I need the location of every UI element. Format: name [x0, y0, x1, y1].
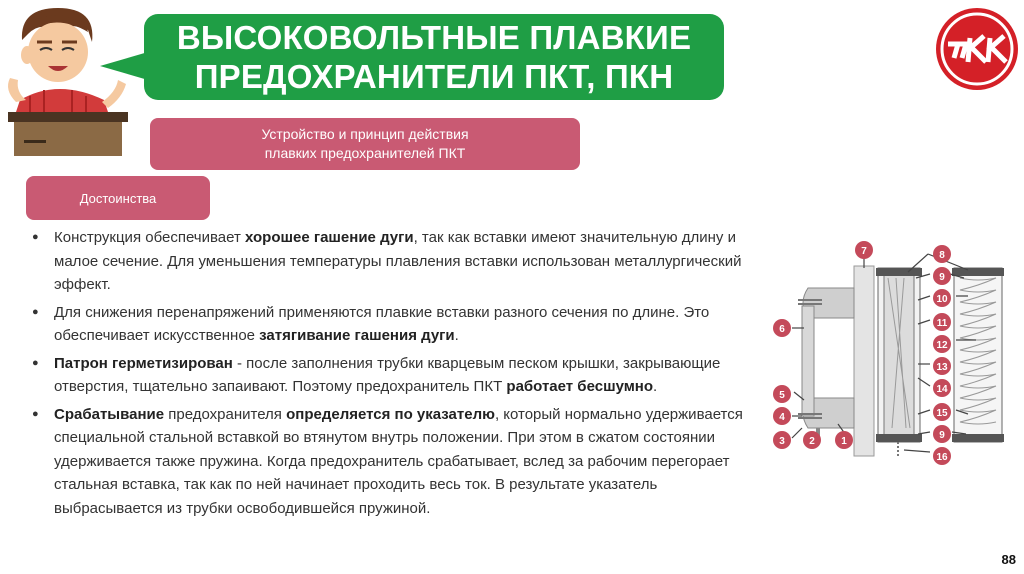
bullet-text: предохранителя	[164, 405, 287, 423]
callout-9-bottom	[933, 425, 951, 443]
callout-number: 14	[936, 384, 948, 395]
callout-number: 1	[841, 436, 847, 447]
callout-number: 15	[936, 408, 948, 419]
fuse-diagram	[768, 238, 1024, 470]
bullet-item	[32, 403, 762, 521]
bullet-item	[32, 301, 762, 348]
callout-10	[933, 289, 951, 307]
callout-11	[933, 313, 951, 331]
bullet-text: .	[653, 378, 658, 395]
callout-number: 13	[936, 362, 948, 373]
callout-number: 7	[861, 246, 867, 257]
callout-number: 8	[939, 250, 945, 261]
bullet-bold-text: хорошее гашение дуги	[245, 229, 414, 246]
subtitle-banner	[150, 118, 580, 170]
bullet-text: , который нормально удерживается специальной стальной вставкой во втянутом внутрь положении. При этом в сжатом состоянии удерживается также пружина. Когда предохранитель срабатывает, вслед за рабочим перегорает стальная вставка, так как по ней начинает проходить весь ток. В результате указатель выбрасывается из трубки освободившейся пружиной.	[54, 405, 743, 517]
callout-6	[773, 319, 791, 337]
bullet-text: Конструкция обеспечивает	[54, 229, 246, 246]
bullet-bold-text: работает бесшумно	[506, 378, 654, 395]
callout-7	[855, 241, 873, 259]
callout-number: 9	[939, 430, 945, 441]
bullet-bold-text: определяется по указателю	[286, 405, 495, 423]
title-line-1: ВЫСОКОВОЛЬТНЫЕ ПЛАВКИЕ	[176, 19, 692, 56]
callout-number: 5	[779, 390, 785, 401]
bullet-item	[32, 226, 762, 297]
bullet-bold-text: Патрон герметизирован	[54, 354, 233, 372]
title-line-2: ПРЕДОХРАНИТЕЛИ ПКТ, ПКН	[194, 58, 674, 95]
presenter-avatar-icon	[0, 0, 140, 160]
bullet-bold-text: Срабатывание	[54, 405, 165, 423]
page-number: 88	[1001, 552, 1016, 567]
bullet-text: .	[454, 327, 459, 344]
callout-number: 4	[779, 412, 785, 423]
callout-number: 11	[936, 318, 948, 329]
callout-12	[933, 335, 951, 353]
callout-number: 3	[779, 436, 785, 447]
bullet-bold-text: затягивание гашения дуги	[259, 327, 455, 344]
callout-4	[773, 407, 791, 425]
callout-3	[773, 431, 791, 449]
callout-16	[933, 447, 951, 465]
callout-14	[933, 379, 951, 397]
section-label-advantages: Достоинства	[26, 176, 210, 220]
callout-number: 12	[936, 340, 948, 351]
callout-number: 2	[809, 436, 815, 447]
callout-5	[773, 385, 791, 403]
bullet-item	[32, 352, 762, 399]
bullet-text: - после заполнения трубки кварцевым песком крышки, закрывающие отверстия, тщательно запаивают. Поэтому предохранитель ПКТ	[54, 354, 721, 395]
bullet-text: , так как вставки имеют значительную длину и малое сечение. Для уменьшения температуры плавления вставки использован металлургический эффект.	[54, 229, 742, 293]
subtitle-line-1: Устройство и принцип действия	[261, 126, 469, 142]
bullet-list	[32, 226, 762, 524]
callout-number: 6	[779, 324, 785, 335]
fuse-side-view	[798, 266, 874, 456]
slide-title	[144, 14, 724, 100]
callout-13	[933, 357, 951, 375]
callout-1	[835, 431, 853, 449]
speech-bubble-tail	[100, 52, 148, 80]
subtitle-line-2: плавких предохранителей ПКТ	[264, 145, 466, 161]
callout-number: 9	[939, 272, 945, 283]
bullet-text: Для снижения перенапряжений применяются плавкие вставки разного сечения по длине. Это обеспечивает искусственное	[54, 303, 710, 344]
callout-2	[803, 431, 821, 449]
callout-9-top	[933, 267, 951, 285]
callout-15	[933, 403, 951, 421]
callout-8	[933, 245, 951, 263]
company-logo-icon	[934, 6, 1020, 92]
callout-number: 10	[936, 294, 948, 305]
callout-number: 16	[936, 452, 948, 463]
